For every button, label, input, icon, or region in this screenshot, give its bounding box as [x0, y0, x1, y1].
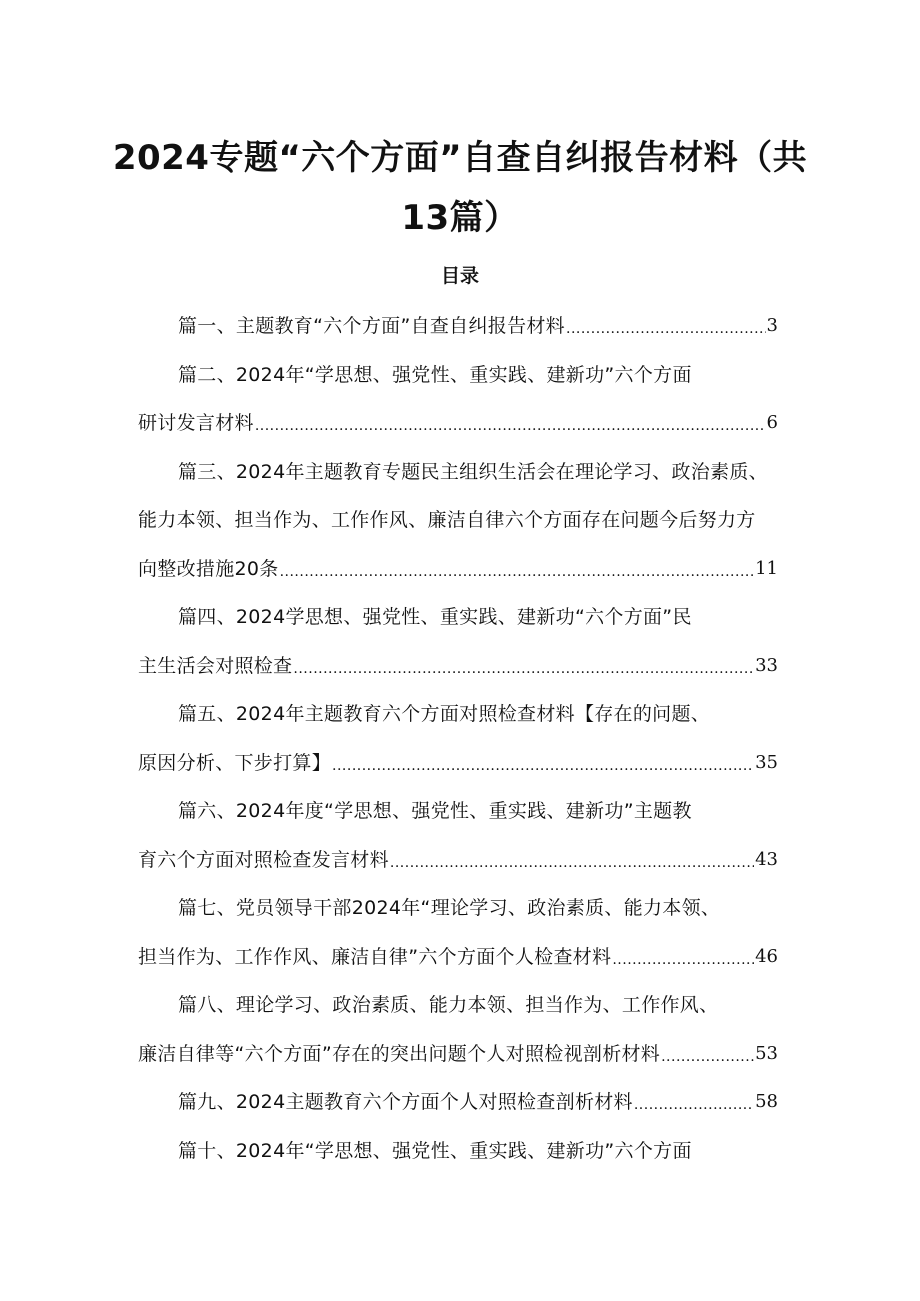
toc-entry-text: 篇八、理论学习、政治素质、能力本领、担当作为、工作作风、: [178, 994, 719, 1016]
table-of-contents: [138, 302, 778, 1175]
toc-entry-line: [138, 981, 778, 1030]
toc-page-number: 35: [755, 751, 778, 773]
toc-entry-line[interactable]: [138, 399, 778, 448]
toc-leader-dots: [255, 399, 766, 448]
toc-entry-text: 篇四、2024学思想、强党性、重实践、建新功“六个方面”民: [178, 606, 692, 628]
toc-entry-text: 研讨发言材料: [138, 412, 254, 434]
toc-entry-text: 篇七、党员领导干部2024年“理论学习、政治素质、能力本领、: [178, 897, 721, 919]
toc-entry-line: [138, 1127, 778, 1176]
toc-leader-dots: [390, 836, 754, 885]
toc-entry-text: 廉洁自律等“六个方面”存在的突出问题个人对照检视剖析材料: [138, 1042, 661, 1065]
toc-entry-text: 篇三、2024年主题教育专题民主组织生活会在理论学习、政治素质、: [178, 460, 768, 483]
toc-page-number: 43: [755, 848, 778, 870]
toc-entry-text: 育六个方面对照检查发言材料: [138, 848, 389, 871]
toc-entry-line[interactable]: [138, 642, 778, 691]
toc-page-number: 53: [755, 1042, 778, 1064]
toc-entry-line: [138, 351, 778, 400]
toc-entry-line: [138, 448, 778, 497]
toc-entry-text: 篇九、2024主题教育六个方面个人对照检查剖析材料: [178, 1091, 633, 1113]
document-title-line-2: 13篇）: [401, 198, 519, 238]
toc-page-number: 3: [766, 315, 778, 336]
toc-leader-dots: [280, 545, 755, 594]
toc-leader-dots: [332, 739, 754, 788]
toc-entry-line[interactable]: [138, 1078, 778, 1127]
document-title: [110, 128, 810, 248]
toc-leader-dots: [566, 302, 766, 351]
toc-entry-text: 篇五、2024年主题教育六个方面对照检查材料【存在的问题、: [178, 703, 711, 725]
toc-page-number: 33: [755, 654, 778, 676]
toc-entry-line: [138, 496, 778, 545]
toc-leader-dots: [612, 933, 754, 982]
toc-page-number: 46: [755, 945, 778, 967]
toc-heading: 目录: [440, 265, 479, 287]
toc-entry-line[interactable]: [138, 933, 778, 982]
toc-entry-text: 篇十、2024年“学思想、强党性、重实践、建新功”六个方面: [178, 1139, 692, 1162]
toc-entry-text: 篇二、2024年“学思想、强党性、重实践、建新功”六个方面: [178, 363, 692, 386]
toc-entry-line[interactable]: [138, 302, 778, 351]
toc-entry-line[interactable]: [138, 545, 778, 594]
toc-entry-line: [138, 690, 778, 739]
toc-leader-dots: [661, 1030, 754, 1079]
toc-entry-line[interactable]: [138, 836, 778, 885]
toc-entry-line: [138, 787, 778, 836]
document-title-line-1: 2024专题“六个方面”自查自纠报告材料（共: [112, 138, 808, 178]
toc-entry-line: [138, 593, 778, 642]
toc-entry-text: 篇一、主题教育“六个方面”自查自纠报告材料: [178, 315, 565, 337]
toc-page-number: 11: [755, 557, 778, 579]
toc-page-number: 6: [766, 412, 778, 433]
toc-entry-text: 篇六、2024年度“学思想、强党性、重实践、建新功”主题教: [178, 800, 692, 822]
toc-entry-text: 主生活会对照检查: [138, 654, 293, 677]
toc-entry-line: [138, 884, 778, 933]
toc-leader-dots: [293, 642, 754, 691]
toc-entry-text: 原因分析、下步打算】: [138, 751, 332, 774]
toc-entry-text: 担当作为、工作作风、廉洁自律”六个方面个人检查材料: [138, 945, 612, 968]
toc-page-number: 58: [755, 1091, 778, 1112]
toc-entry-line[interactable]: [138, 1030, 778, 1079]
toc-leader-dots: [634, 1078, 754, 1127]
toc-entry-line[interactable]: [138, 739, 778, 788]
toc-entry-text: 能力本领、担当作为、工作作风、廉洁自律六个方面存在问题今后努力方: [138, 509, 756, 531]
toc-entry-text: 向整改措施20条: [138, 557, 279, 580]
